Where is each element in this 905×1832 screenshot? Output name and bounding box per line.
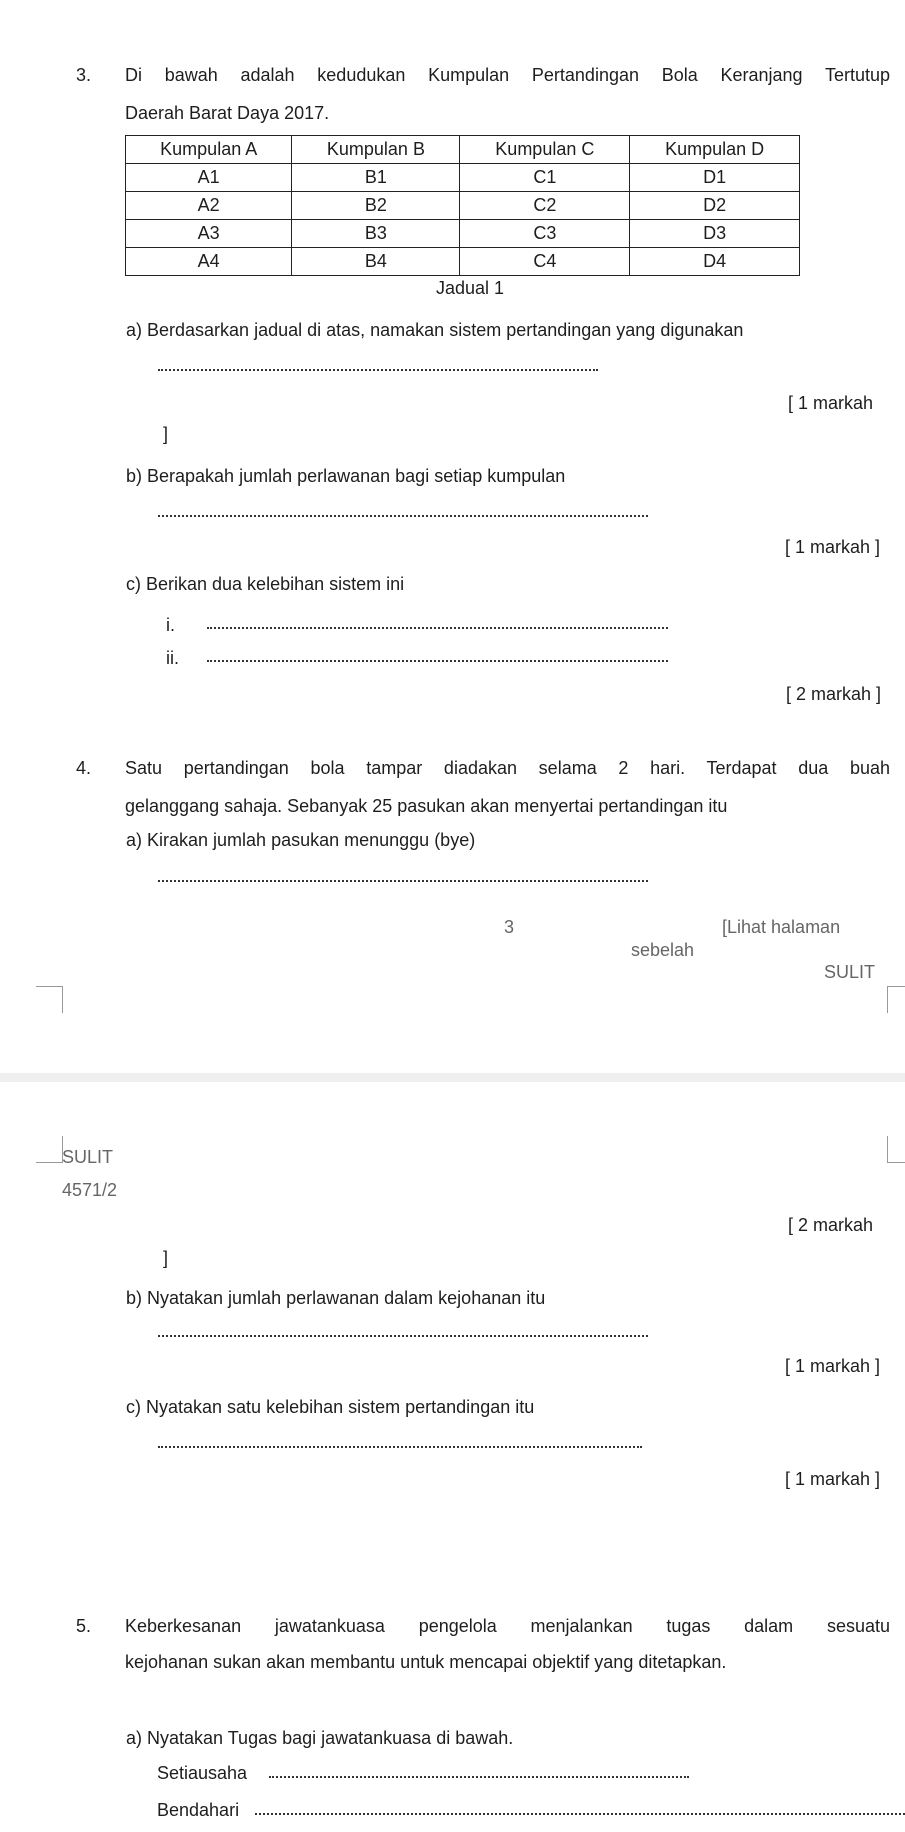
marks-label: [ 2 markah <box>788 1215 874 1235</box>
table-cell: D4 <box>630 248 800 276</box>
sulit-label: SULIT <box>824 962 876 982</box>
crop-mark <box>36 986 63 1013</box>
page-number: 3 <box>504 917 515 937</box>
list-marker: ii. <box>166 648 179 668</box>
crop-mark <box>887 986 905 1013</box>
question-text: Di bawah adalah kedudukan Kumpulan Pertandingan Bola Keranjang Tertutup <box>125 65 890 85</box>
table-cell: C4 <box>460 248 630 276</box>
table-cell: D2 <box>630 192 800 220</box>
answer-line[interactable] <box>158 369 598 371</box>
answer-line[interactable] <box>158 515 648 517</box>
next-page-note: [Lihat halaman <box>722 917 841 937</box>
marks-label: [ 1 markah <box>788 393 874 413</box>
paper-code: 4571/2 <box>62 1180 118 1200</box>
table-cell: A3 <box>126 220 292 248</box>
marks-label: [ 2 markah ] <box>786 684 882 704</box>
answer-line[interactable] <box>158 1335 648 1337</box>
question-text: kejohanan sukan akan membantu untuk mencapai objektif yang ditetapkan. <box>125 1652 727 1672</box>
sub-question: a) Berdasarkan jadual di atas, namakan sistem pertandingan yang digunakan <box>126 320 744 340</box>
answer-line[interactable] <box>207 660 668 662</box>
table-cell: C2 <box>460 192 630 220</box>
table-cell: D3 <box>630 220 800 248</box>
table-header: Kumpulan C <box>460 136 630 164</box>
page-separator <box>0 1073 905 1082</box>
answer-line[interactable] <box>158 880 648 882</box>
question-number: 3. <box>76 65 92 85</box>
marks-label: [ 1 markah ] <box>785 1469 881 1489</box>
sub-question: c) Nyatakan satu kelebihan sistem pertandingan itu <box>126 1397 535 1417</box>
answer-line[interactable] <box>255 1813 905 1815</box>
table-header: Kumpulan D <box>630 136 800 164</box>
table-header: Kumpulan A <box>126 136 292 164</box>
crop-mark <box>887 1136 905 1163</box>
crop-mark <box>36 1136 63 1163</box>
table-cell: B4 <box>292 248 460 276</box>
table-cell: B2 <box>292 192 460 220</box>
sub-question: b) Berapakah jumlah perlawanan bagi setiap kumpulan <box>126 466 566 486</box>
table-row <box>126 220 800 248</box>
question-text: Daerah Barat Daya 2017. <box>125 103 330 123</box>
table-cell: B3 <box>292 220 460 248</box>
table-cell: A4 <box>126 248 292 276</box>
table-row <box>126 248 800 276</box>
table-row <box>126 164 800 192</box>
sub-question: a) Kirakan jumlah pasukan menunggu (bye) <box>126 830 476 850</box>
next-page-note: sebelah <box>631 940 695 960</box>
marks-bracket: ] <box>163 1248 169 1268</box>
marks-bracket: ] <box>163 424 169 444</box>
table-cell: C3 <box>460 220 630 248</box>
question-number: 5. <box>76 1616 92 1636</box>
sulit-label: SULIT <box>62 1147 114 1167</box>
committee-label: Bendahari <box>157 1800 240 1820</box>
table-cell: D1 <box>630 164 800 192</box>
table-cell: C1 <box>460 164 630 192</box>
table-header-row <box>126 136 800 164</box>
answer-line[interactable] <box>207 627 668 629</box>
table-cell: A1 <box>126 164 292 192</box>
table-caption: Jadual 1 <box>436 278 505 298</box>
table-header: Kumpulan B <box>292 136 460 164</box>
groups-table <box>125 135 800 276</box>
sub-question: a) Nyatakan Tugas bagi jawatankuasa di bawah. <box>126 1728 514 1748</box>
question-text: gelanggang sahaja. Sebanyak 25 pasukan akan menyertai pertandingan itu <box>125 796 728 816</box>
marks-label: [ 1 markah ] <box>785 537 881 557</box>
list-marker: i. <box>166 615 175 635</box>
question-text: Satu pertandingan bola tampar diadakan selama 2 hari. Terdapat dua buah <box>125 758 890 778</box>
sub-question: b) Nyatakan jumlah perlawanan dalam kejohanan itu <box>126 1288 546 1308</box>
marks-label: [ 1 markah ] <box>785 1356 881 1376</box>
table-row <box>126 192 800 220</box>
table-cell: A2 <box>126 192 292 220</box>
committee-label: Setiausaha <box>157 1763 248 1783</box>
sub-question: c) Berikan dua kelebihan sistem ini <box>126 574 405 594</box>
answer-line[interactable] <box>158 1446 642 1448</box>
question-text: Keberkesanan jawatankuasa pengelola menjalankan tugas dalam sesuatu <box>125 1616 890 1636</box>
answer-line[interactable] <box>269 1776 689 1778</box>
table-cell: B1 <box>292 164 460 192</box>
question-number: 4. <box>76 758 92 778</box>
